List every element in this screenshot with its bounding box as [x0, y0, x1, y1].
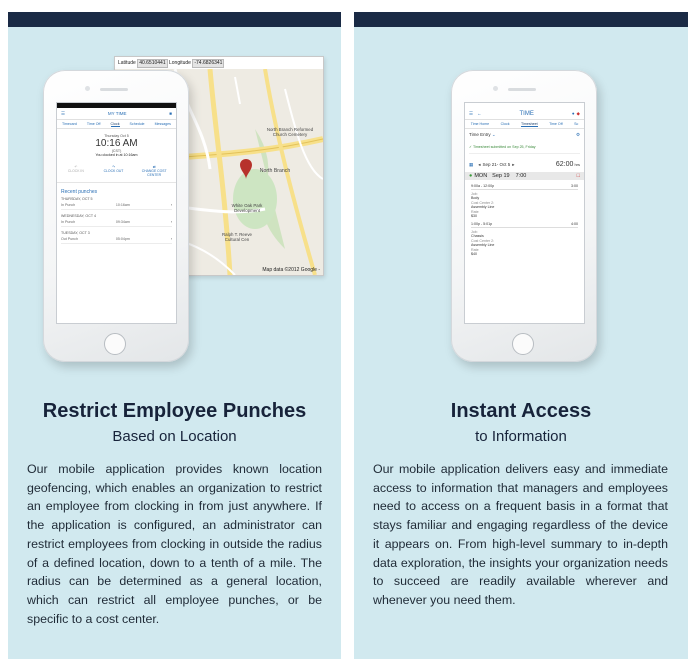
tab-time-off[interactable]: Time Off: [549, 122, 563, 126]
clock-in-icon: ↶: [74, 165, 78, 169]
longitude-value: -74.6826341: [194, 60, 223, 66]
card-body: Our mobile application delivers easy and immediate access to information that managers and employees need to access on a frequent basis in a format that stays familiar and engaging regardless of the device it appears on. From high-level summary to in-depth data exploration, the insights your organization needs to succeed are readily available wherever and whenever you need them.: [373, 462, 668, 607]
check-icon: ✓: [469, 145, 473, 149]
phone-screen-clock: [56, 102, 177, 324]
time-entry-item[interactable]: 1:00p - 5:01p 4:00 Job: Chassis Cost Center 2: Assembly Line Rate $40: [471, 222, 578, 256]
period-total: 62:00: [555, 161, 574, 168]
phone-mockup: [43, 70, 189, 362]
phone-camera: [493, 86, 498, 91]
day-date: Sep 19: [492, 173, 510, 179]
clock-time: 10:16 AM: [95, 138, 138, 149]
check-circle-icon: ●: [469, 173, 473, 179]
clock-timezone: (CST): [111, 149, 122, 153]
clock-in-button[interactable]: ↶ CLOCK IN: [62, 165, 90, 177]
phone-home-button: [512, 333, 534, 355]
app-tabs: [465, 120, 584, 129]
tab-time-home[interactable]: Time Home: [470, 122, 490, 126]
latitude-value: 40.6510441: [139, 60, 166, 66]
phone-speaker: [100, 88, 128, 91]
chevron-right-icon: ›: [170, 220, 173, 224]
entry-hours: 4:00: [571, 222, 578, 226]
notification-icon[interactable]: ■: [169, 111, 172, 116]
map-place-label: White Oak Park Development: [231, 203, 263, 213]
phone-screen-timesheet: [464, 102, 585, 324]
map-place-label: North Branch Reformed Church Cemetery: [266, 127, 314, 137]
punch-day: TUESDAY, OCT 3: [61, 231, 90, 235]
pay-period-range: Sep 21- Oct 5: [482, 162, 511, 167]
punch-day: WEDNESDAY, OCT 4: [61, 214, 96, 218]
phone-speaker: [508, 88, 536, 91]
tab-clock[interactable]: Clock: [110, 121, 120, 126]
app-tabs: [57, 120, 176, 129]
entry-range: 9:00a - 12:00p: [471, 184, 495, 188]
recent-punches-title: Recent punches: [61, 189, 98, 195]
tab-timesheet[interactable]: Timesheet: [520, 121, 538, 126]
card-subtitle: to Information: [475, 428, 567, 445]
tab-clock[interactable]: Clock: [500, 122, 510, 126]
tab-schedule[interactable]: Schedule: [129, 122, 145, 126]
chevron-right-icon: ›: [170, 203, 173, 207]
punch-row[interactable]: In Punch 09:34am ›: [61, 220, 172, 227]
card-body: Our mobile application provides known location geofencing, which enables an organization to restrict an employee from clocking in from just anywhere. If the application is configured, an administrator can restrict employees from clocking in outside the radius of a defined location, down to a tenth of a mile. The radius can be determined as a general location, which can restrict all employee punches, or be specific to a cost center.: [27, 462, 322, 626]
chevron-down-icon: ⌄: [491, 132, 496, 137]
clock-date: Thursday Oct 5: [104, 134, 129, 138]
swap-icon: ⇄: [152, 165, 156, 169]
map-credit: Map data ©2012 Google -: [262, 267, 320, 273]
punch-row[interactable]: Out Punch 05:04pm ›: [61, 237, 172, 244]
access-feature-card: [354, 12, 688, 659]
settings-icon[interactable]: ⚙: [575, 132, 580, 137]
longitude-label: Longitude: [169, 60, 191, 66]
clock-out-button[interactable]: ↷ CLOCK OUT: [99, 165, 127, 177]
phone-camera: [85, 86, 90, 91]
change-cost-center-button[interactable]: ⇄ CHANGE COST CENTER: [137, 165, 171, 177]
punch-day: THURSDAY, OCT 5: [61, 197, 93, 201]
bell-icon[interactable]: ◆: [576, 110, 580, 116]
add-entry-icon[interactable]: □: [576, 173, 580, 179]
entry-range: 1:00p - 5:01p: [471, 222, 493, 226]
latitude-label: Latitude: [118, 60, 136, 66]
phone-home-button: [104, 333, 126, 355]
location-feature-card: [8, 12, 341, 659]
card-top-bar: [8, 12, 341, 27]
period-total-unit: hrs: [574, 162, 580, 167]
menu-icon[interactable]: ☰: [61, 110, 66, 116]
phone-mockup: [451, 70, 597, 362]
card-title: Instant Access: [450, 400, 592, 422]
app-header: [57, 108, 176, 120]
tab-schedule[interactable]: Sc: [574, 122, 579, 126]
time-entry-dropdown[interactable]: Time Entry ⌄: [469, 132, 496, 137]
day-name: MON: [474, 173, 488, 179]
next-period-icon[interactable]: ▸: [512, 161, 515, 167]
card-subtitle: Based on Location: [112, 428, 237, 445]
calendar-icon[interactable]: ▦: [469, 161, 474, 167]
tab-messages[interactable]: Messages: [154, 122, 171, 126]
card-top-bar: [354, 12, 688, 27]
day-row[interactable]: [465, 172, 584, 180]
menu-icon[interactable]: ☰: [469, 110, 474, 116]
map-place-label: Ralph T. Reeve Cultural Cen: [222, 232, 252, 242]
map-place-label: North Branch: [259, 168, 291, 174]
user-icon[interactable]: ●: [571, 111, 575, 116]
prev-period-icon[interactable]: ◂: [478, 161, 481, 167]
app-header-title: TIME: [519, 110, 534, 117]
day-total: 7:00: [515, 173, 527, 179]
entry-hours: 3:00: [571, 184, 578, 188]
tab-time-off[interactable]: Time Off: [86, 122, 101, 126]
clock-out-icon: ↷: [112, 165, 115, 169]
app-header: [465, 108, 584, 120]
submitted-notice: ✓ Timesheet submitted on Sep 25, Friday: [469, 145, 580, 154]
chevron-right-icon: ›: [170, 237, 173, 241]
back-arrow-icon[interactable]: ←: [477, 111, 482, 116]
clock-status: You clocked in at 10:16am: [95, 153, 138, 157]
punch-row[interactable]: In Punch 10:16am ›: [61, 203, 172, 210]
tab-timecard[interactable]: Timecard: [62, 122, 77, 126]
card-title: Restrict Employee Punches: [42, 400, 307, 422]
time-entry-item[interactable]: 9:00a - 12:00p 3:00 Job: Body Cost Center 2: Assembly Line Rate $30: [471, 184, 578, 218]
app-header-title: MY TIME: [107, 111, 127, 116]
